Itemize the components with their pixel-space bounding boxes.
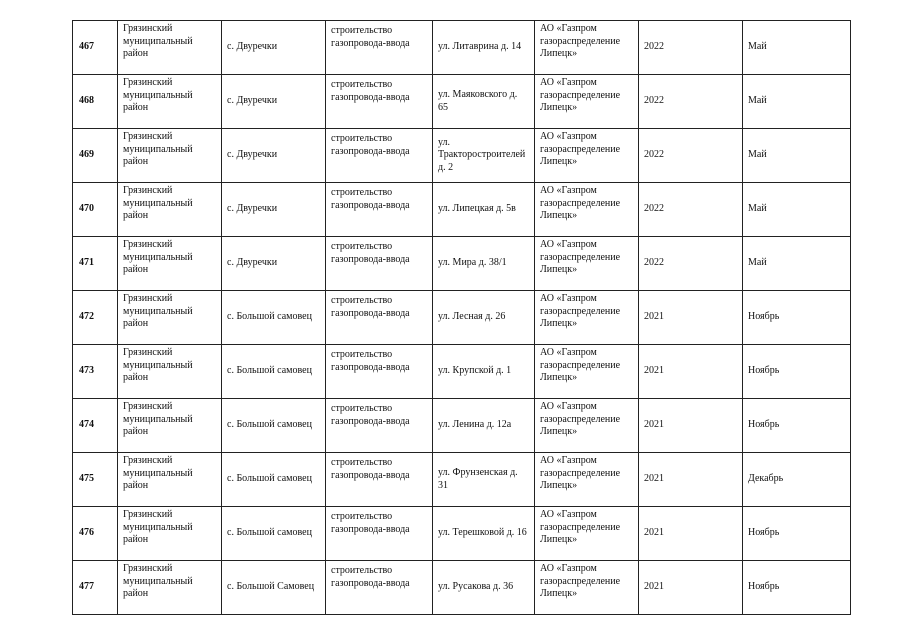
village-cell: с. Двуречки [222,237,326,291]
organization-cell: АО «Газпром газораспределение Липецк» [535,129,639,183]
table-row [73,237,851,291]
address-cell: ул. Маяковского д. 65 [433,75,535,129]
work-type-cell: строительство газопровода-ввода [326,237,433,291]
address-cell: ул. Липецкая д. 5в [433,183,535,237]
row-number-cell: 475 [73,453,118,507]
table-row [73,21,851,75]
table-row [73,507,851,561]
year-cell: 2021 [639,561,743,615]
address-cell: ул. Ленина д. 12а [433,399,535,453]
district-cell: Грязинский муниципальный район [118,75,222,129]
address-cell: ул. Терешковой д. 16 [433,507,535,561]
organization-cell: АО «Газпром газораспределение Липецк» [535,453,639,507]
year-cell: 2021 [639,453,743,507]
village-cell: с. Большой самовец [222,507,326,561]
village-cell: с. Большой самовец [222,453,326,507]
district-cell: Грязинский муниципальный район [118,237,222,291]
table-row [73,345,851,399]
address-cell: ул. Русакова д. 36 [433,561,535,615]
address-cell: ул. Лесная д. 26 [433,291,535,345]
year-cell: 2021 [639,399,743,453]
year-cell: 2022 [639,129,743,183]
district-cell: Грязинский муниципальный район [118,129,222,183]
month-cell: Май [743,237,851,291]
organization-cell: АО «Газпром газораспределение Липецк» [535,291,639,345]
row-number-cell: 472 [73,291,118,345]
address-cell: ул. Тракторостроителей д. 2 [433,129,535,183]
work-type-cell: строительство газопровода-ввода [326,399,433,453]
address-cell: ул. Литаврина д. 14 [433,21,535,75]
table-row [73,129,851,183]
work-type-cell: строительство газопровода-ввода [326,183,433,237]
year-cell: 2022 [639,237,743,291]
table-row [73,399,851,453]
organization-cell: АО «Газпром газораспределение Липецк» [535,237,639,291]
district-cell: Грязинский муниципальный район [118,291,222,345]
row-number-cell: 476 [73,507,118,561]
row-number-cell: 477 [73,561,118,615]
work-type-cell: строительство газопровода-ввода [326,291,433,345]
month-cell: Декабрь [743,453,851,507]
organization-cell: АО «Газпром газораспределение Липецк» [535,75,639,129]
table-row [73,75,851,129]
village-cell: с. Двуречки [222,129,326,183]
district-cell: Грязинский муниципальный район [118,399,222,453]
table-body [73,21,851,615]
address-cell: ул. Крупской д. 1 [433,345,535,399]
work-type-cell: строительство газопровода-ввода [326,345,433,399]
work-type-cell: строительство газопровода-ввода [326,75,433,129]
year-cell: 2022 [639,75,743,129]
district-cell: Грязинский муниципальный район [118,507,222,561]
month-cell: Ноябрь [743,507,851,561]
organization-cell: АО «Газпром газораспределение Липецк» [535,21,639,75]
village-cell: с. Большой Самовец [222,561,326,615]
village-cell: с. Большой самовец [222,399,326,453]
village-cell: с. Большой самовец [222,291,326,345]
month-cell: Май [743,129,851,183]
row-number-cell: 471 [73,237,118,291]
gas-works-table [72,20,851,615]
year-cell: 2022 [639,183,743,237]
village-cell: с. Двуречки [222,183,326,237]
table-row [73,453,851,507]
row-number-cell: 474 [73,399,118,453]
month-cell: Ноябрь [743,291,851,345]
village-cell: с. Двуречки [222,75,326,129]
month-cell: Ноябрь [743,399,851,453]
district-cell: Грязинский муниципальный район [118,345,222,399]
organization-cell: АО «Газпром газораспределение Липецк» [535,561,639,615]
address-cell: ул. Мира д. 38/1 [433,237,535,291]
row-number-cell: 473 [73,345,118,399]
village-cell: с. Двуречки [222,21,326,75]
year-cell: 2021 [639,291,743,345]
month-cell: Ноябрь [743,561,851,615]
table-row [73,183,851,237]
row-number-cell: 467 [73,21,118,75]
district-cell: Грязинский муниципальный район [118,21,222,75]
month-cell: Ноябрь [743,345,851,399]
district-cell: Грязинский муниципальный район [118,453,222,507]
village-cell: с. Большой самовец [222,345,326,399]
month-cell: Май [743,21,851,75]
year-cell: 2021 [639,345,743,399]
row-number-cell: 468 [73,75,118,129]
year-cell: 2022 [639,21,743,75]
district-cell: Грязинский муниципальный район [118,183,222,237]
organization-cell: АО «Газпром газораспределение Липецк» [535,399,639,453]
organization-cell: АО «Газпром газораспределение Липецк» [535,345,639,399]
work-type-cell: строительство газопровода-ввода [326,561,433,615]
year-cell: 2021 [639,507,743,561]
month-cell: Май [743,75,851,129]
work-type-cell: строительство газопровода-ввода [326,21,433,75]
row-number-cell: 470 [73,183,118,237]
district-cell: Грязинский муниципальный район [118,561,222,615]
work-type-cell: строительство газопровода-ввода [326,453,433,507]
row-number-cell: 469 [73,129,118,183]
month-cell: Май [743,183,851,237]
organization-cell: АО «Газпром газораспределение Липецк» [535,183,639,237]
work-type-cell: строительство газопровода-ввода [326,129,433,183]
organization-cell: АО «Газпром газораспределение Липецк» [535,507,639,561]
table-row [73,561,851,615]
work-type-cell: строительство газопровода-ввода [326,507,433,561]
table-row [73,291,851,345]
address-cell: ул. Фрунзенская д. 31 [433,453,535,507]
